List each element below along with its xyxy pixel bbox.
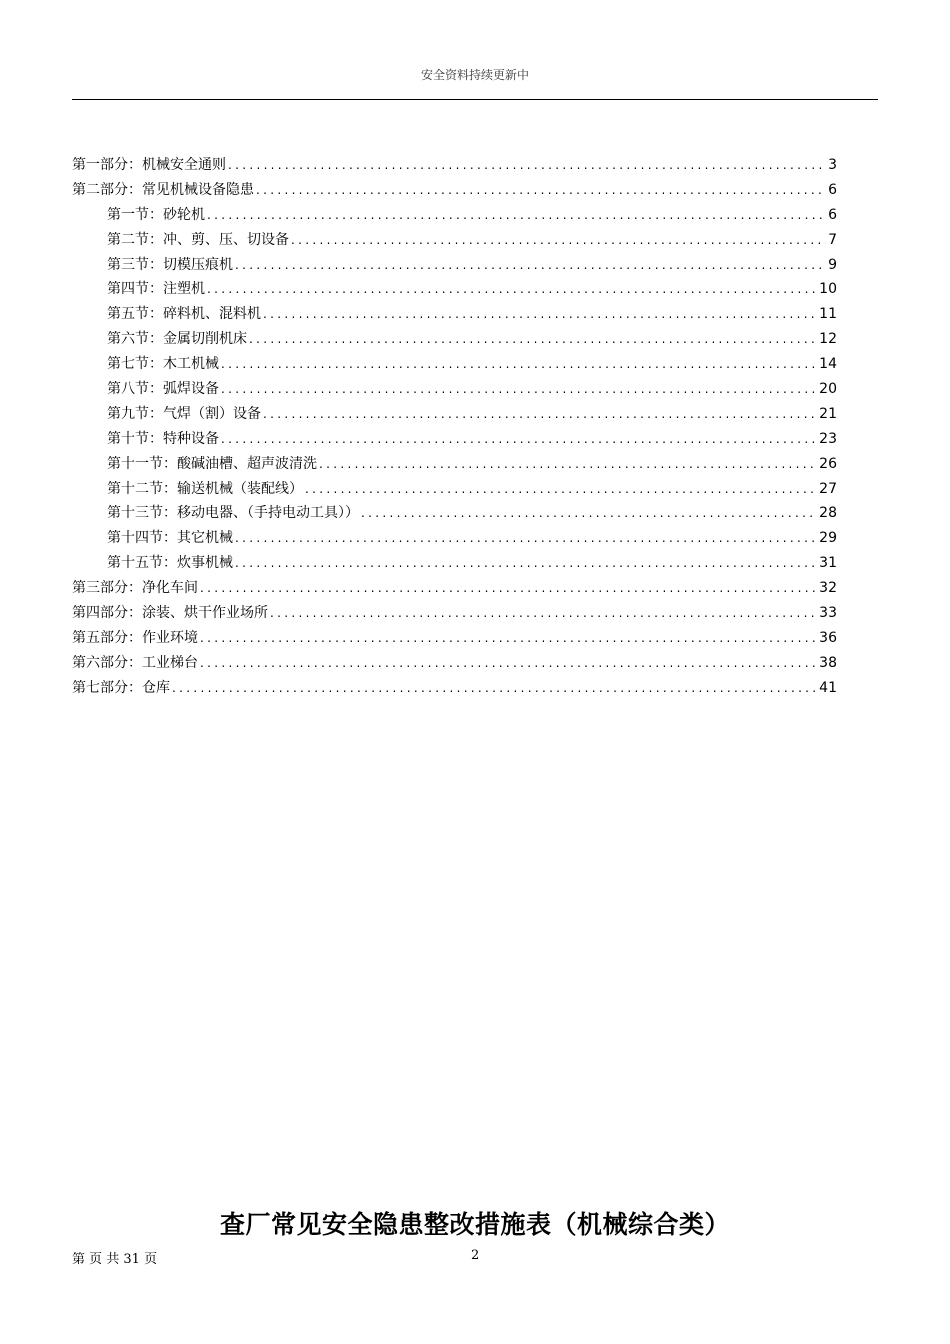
toc-entry-label: 第十五节：炊事机械: [107, 555, 233, 572]
toc-entry[interactable]: [72, 402, 837, 427]
toc-dot-leader: [361, 501, 817, 526]
toc-entry[interactable]: [72, 352, 837, 377]
toc-entry-label: 第二部分：常见机械设备隐患: [72, 181, 254, 198]
toc-entry[interactable]: [72, 551, 837, 576]
toc-dot-leader: [256, 178, 826, 203]
toc-entry-label: 第一节：砂轮机: [107, 206, 205, 223]
toc-entry-label: 第十四节：其它机械: [107, 530, 233, 547]
toc-entry[interactable]: [72, 501, 837, 526]
toc-entry-page-number: 32: [819, 580, 837, 597]
toc-entry-page-number: 23: [819, 430, 837, 447]
toc-entry[interactable]: [72, 327, 837, 352]
toc-entry-label: 第五部分：作业环境: [72, 629, 198, 646]
toc-dot-leader: [319, 452, 817, 477]
toc-entry-label: 第十三节：移动电器、（手持电动工具））: [107, 505, 359, 522]
toc-dot-leader: [207, 203, 826, 228]
toc-entry-page-number: 33: [819, 605, 837, 622]
toc-dot-leader: [235, 253, 826, 278]
toc-entry[interactable]: [72, 601, 837, 626]
toc-entry[interactable]: [72, 203, 837, 228]
toc-dot-leader: [228, 153, 826, 178]
toc-entry-page-number: 9: [828, 256, 837, 273]
toc-entry[interactable]: [72, 576, 837, 601]
toc-dot-leader: [221, 427, 817, 452]
toc-dot-leader: [200, 626, 817, 651]
toc-dot-leader: [235, 551, 817, 576]
toc-entry[interactable]: [72, 228, 837, 253]
toc-entry-page-number: 10: [819, 281, 837, 298]
toc-entry-label: 第一部分：机械安全通则: [72, 157, 226, 173]
footer-page-number: 2: [471, 1248, 480, 1263]
toc-entry-label: 第十一节：酸碱油槽、超声波清洗: [107, 455, 317, 472]
toc-entry-label: 第五节：碎料机、混料机: [107, 306, 261, 323]
toc-entry-label: 第六部分：工业梯台: [72, 654, 198, 671]
toc-entry-page-number: 38: [819, 654, 837, 671]
toc-entry-label: 第二节：冲、剪、压、切设备: [107, 231, 289, 248]
toc-entry-label: 第十二节：输送机械（装配线）: [107, 480, 303, 497]
toc-entry-label: 第三节：切模压痕机: [107, 256, 233, 273]
toc-entry-label: 第四部分：涂装、烘干作业场所: [72, 605, 268, 622]
toc-entry-page-number: 3: [828, 157, 837, 173]
footer-page-count: 第 页 共 31 页: [72, 1252, 158, 1267]
toc-dot-leader: [291, 228, 826, 253]
toc-dot-leader: [305, 477, 817, 502]
toc-entry-label: 第十节：特种设备: [107, 430, 219, 447]
table-of-contents: [72, 153, 837, 701]
toc-entry-page-number: 14: [819, 356, 837, 373]
toc-entry[interactable]: [72, 452, 837, 477]
toc-entry-label: 第八节：弧焊设备: [107, 381, 219, 398]
toc-entry[interactable]: [72, 651, 837, 676]
toc-entry-label: 第三部分：净化车间: [72, 580, 198, 597]
toc-entry-page-number: 11: [819, 306, 837, 323]
toc-entry-label: 第七节：木工机械: [107, 356, 219, 373]
toc-entry[interactable]: [72, 626, 837, 651]
toc-dot-leader: [207, 277, 817, 302]
toc-entry-page-number: 36: [819, 629, 837, 646]
toc-entry[interactable]: [72, 178, 837, 203]
toc-dot-leader: [263, 302, 817, 327]
toc-entry-page-number: 12: [819, 331, 837, 348]
toc-entry-page-number: 21: [819, 405, 837, 422]
toc-entry-page-number: 6: [828, 181, 837, 198]
toc-entry-page-number: 27: [819, 480, 837, 497]
toc-entry-page-number: 26: [819, 455, 837, 472]
toc-entry[interactable]: [72, 302, 837, 327]
toc-dot-leader: [221, 377, 817, 402]
toc-entry-page-number: 28: [819, 505, 837, 522]
page-footer: [72, 1248, 878, 1268]
toc-entry[interactable]: [72, 477, 837, 502]
toc-entry[interactable]: [72, 153, 837, 178]
toc-entry-page-number: 29: [819, 530, 837, 547]
toc-dot-leader: [172, 676, 817, 701]
toc-entry-page-number: 41: [819, 679, 837, 696]
toc-entry-label: 第九节：气焊（割）设备: [107, 405, 261, 422]
toc-dot-leader: [270, 601, 817, 626]
toc-entry-label: 第六节：金属切削机床: [107, 331, 247, 348]
toc-entry[interactable]: [72, 427, 837, 452]
toc-dot-leader: [249, 327, 817, 352]
toc-entry-page-number: 31: [819, 555, 837, 572]
toc-dot-leader: [263, 402, 817, 427]
toc-entry-label: 第四节：注塑机: [107, 281, 205, 298]
toc-entry-label: 第七部分：仓库: [72, 679, 170, 696]
toc-dot-leader: [235, 526, 817, 551]
toc-entry[interactable]: [72, 526, 837, 551]
toc-dot-leader: [200, 576, 817, 601]
toc-entry-page-number: 20: [819, 381, 837, 398]
toc-dot-leader: [221, 352, 817, 377]
toc-entry-page-number: 6: [828, 206, 837, 223]
header-divider: [72, 99, 878, 100]
toc-dot-leader: [200, 651, 817, 676]
toc-entry[interactable]: [72, 676, 837, 701]
toc-entry[interactable]: [72, 253, 837, 278]
page-header: 安全资料持续更新中: [420, 68, 529, 82]
toc-entry-page-number: 7: [828, 231, 837, 248]
toc-entry[interactable]: [72, 277, 837, 302]
section-title: 查厂常见安全隐患整改措施表（机械综合类）: [219, 1210, 730, 1239]
toc-entry[interactable]: [72, 377, 837, 402]
